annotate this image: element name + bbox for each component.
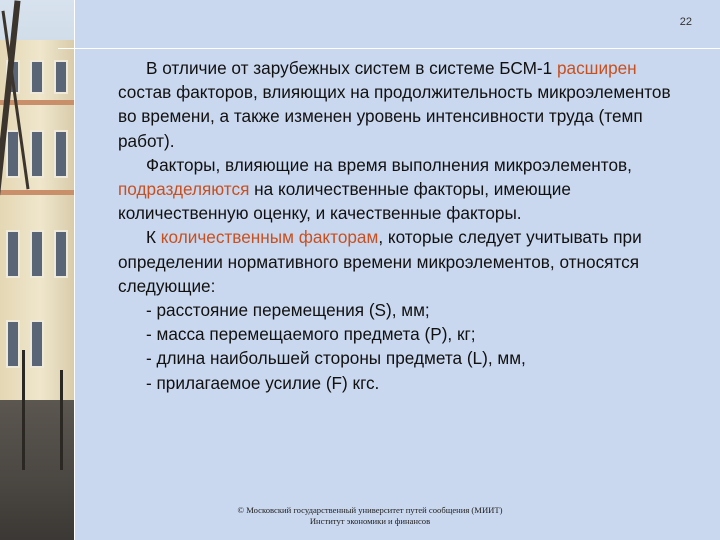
list-item: - длина наибольшей стороны предмета (L), мм, (146, 348, 526, 369)
footer-institute: Институт экономики и финансов (309, 516, 431, 526)
window (54, 60, 68, 94)
paragraph-1-text: В отличие от зарубежных систем в системе БСМ-1 (146, 58, 557, 78)
paragraph-3-text: К (146, 227, 161, 248)
paragraph-1-text-end: состав факторов, влияющих на продолжительность микроэлементов во времени, а также изменен уровень интенсивности труда (темп работ). (118, 82, 671, 151)
footer (0, 505, 720, 527)
paragraph-3-text-end: , которые следует учитывать при определении нормативного времени микроэлементов, относятся следующие: (118, 227, 642, 296)
window (54, 130, 68, 178)
list-item: - расстояние перемещения (S), мм; (146, 300, 430, 321)
window (54, 230, 68, 278)
paragraph-1 (118, 56, 678, 153)
paragraph-1-highlight: расширен (556, 58, 637, 78)
list-item: - масса перемещаемого предмета (P), кг; (146, 324, 476, 345)
lamp-pole (22, 350, 25, 470)
building-photo (0, 0, 74, 540)
paragraph-2-highlight: подразделяются (118, 179, 250, 200)
window (30, 320, 44, 368)
window (6, 130, 20, 178)
list-item: - прилагаемое усилие (F) кгс. (146, 372, 380, 393)
slide-body (118, 56, 678, 395)
left-divider (74, 0, 75, 540)
lamp-pole (60, 370, 63, 470)
paragraph-2-text-end: на количественные факторы, имеющие количественную оценку, и качественные факторы. (118, 179, 571, 224)
paragraph-2 (118, 153, 678, 226)
window (30, 60, 44, 94)
paragraph-2-text: Факторы, влияющие на время выполнения микроэлементов, (146, 154, 632, 175)
building-facade (0, 40, 74, 400)
facade-stripe (0, 100, 74, 105)
paragraph-3-highlight: количественным факторам (160, 227, 379, 248)
facade-stripe (0, 190, 74, 195)
footer-copyright: © Московский государственный университет путей сообщения (МИИТ) (237, 505, 503, 515)
window (6, 320, 20, 368)
paragraph-3 (118, 225, 678, 298)
page-number: 22 (679, 16, 692, 28)
header-divider (58, 48, 720, 49)
window (30, 230, 44, 278)
window (30, 130, 44, 178)
window (6, 230, 20, 278)
